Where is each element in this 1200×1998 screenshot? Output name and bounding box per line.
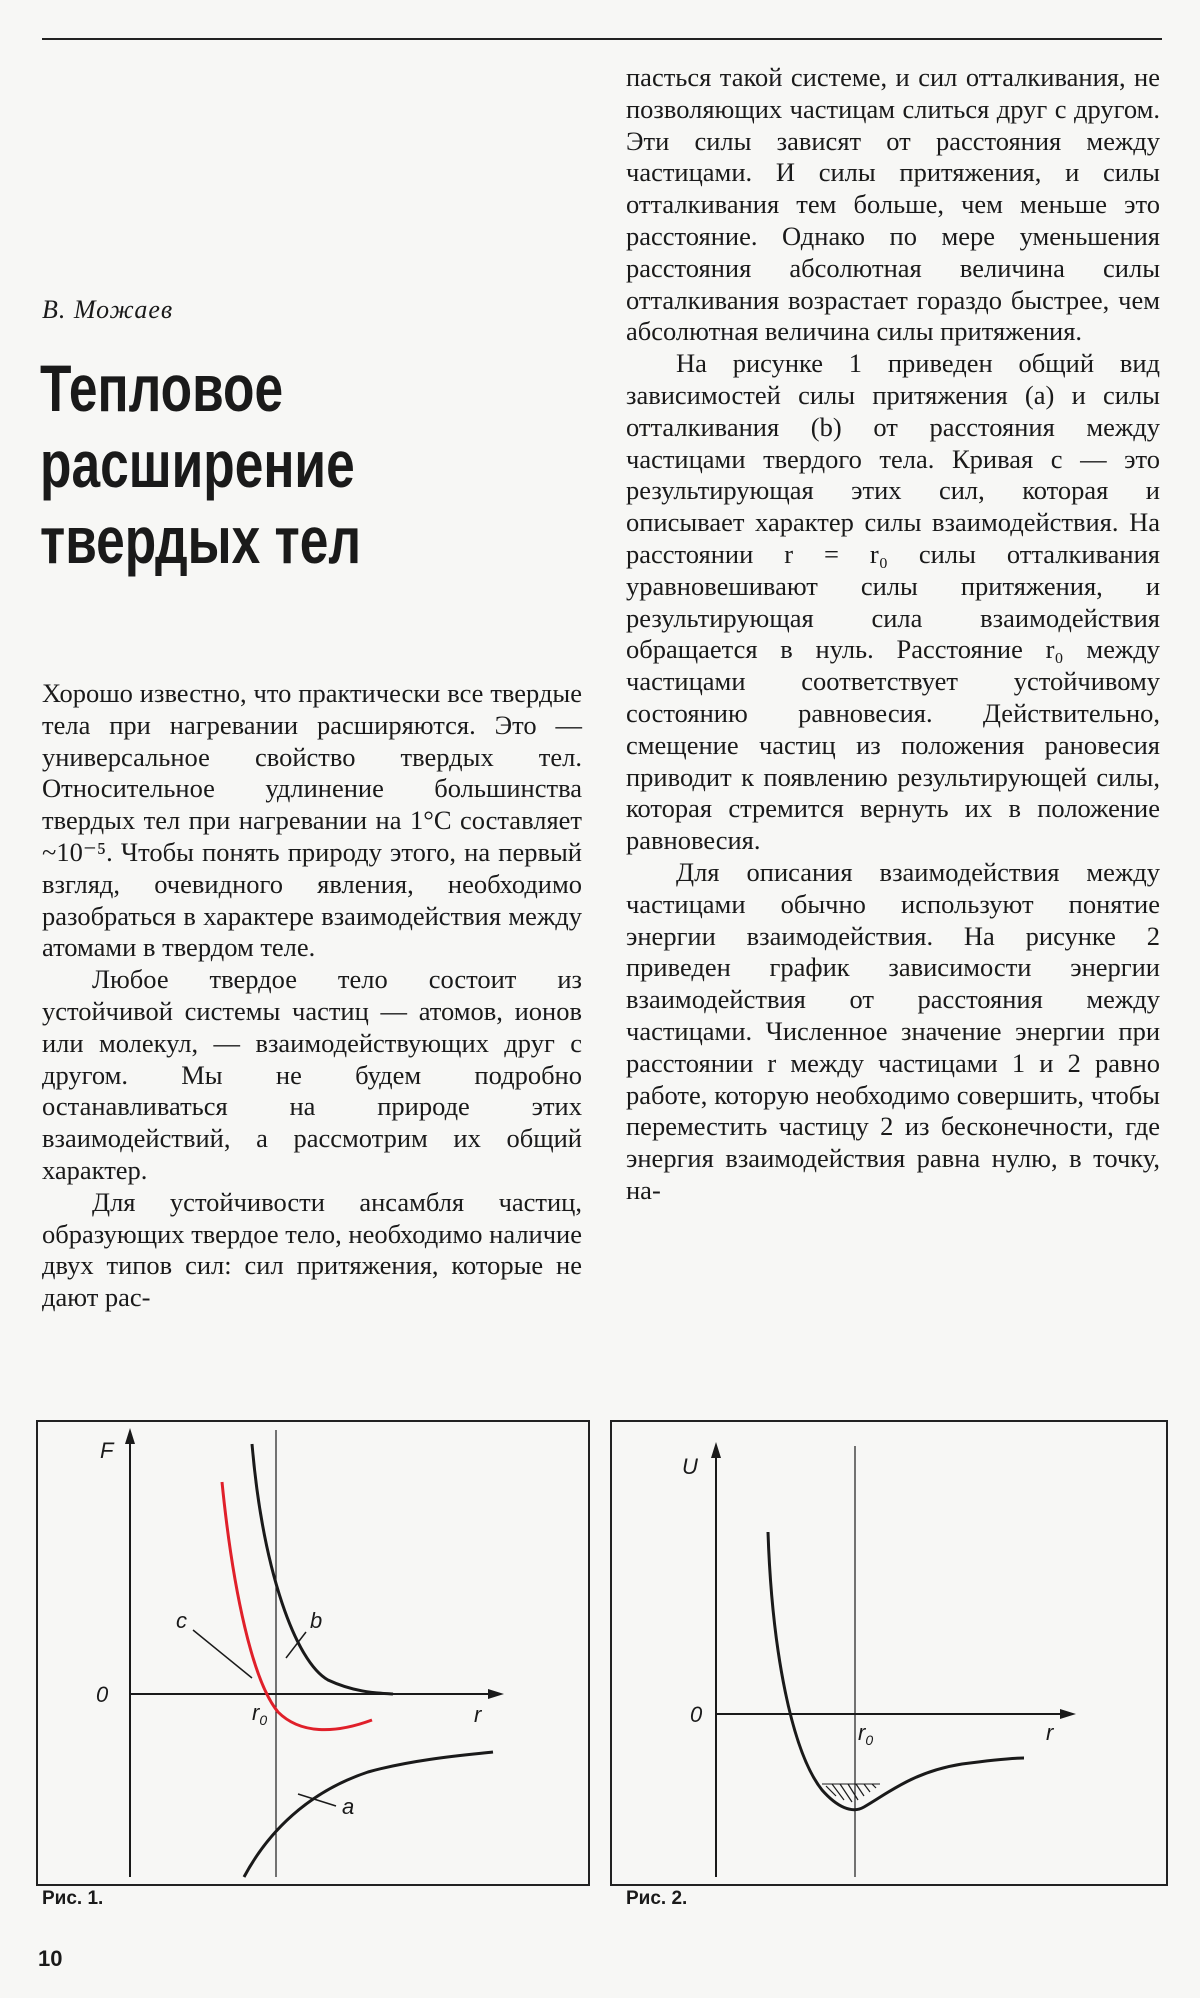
curve-c bbox=[222, 1482, 372, 1730]
fig2-x-label: r bbox=[1046, 1720, 1054, 1745]
title-line-3: твердых тел bbox=[40, 503, 362, 577]
curve-b bbox=[252, 1444, 393, 1694]
paragraph: Для описания взаимодействия между частицами обычно используют понятие энергии взаимодействия. На рисунке 2 приведен график зависимости энергии взаимодействия от расстояния между частицами. Численное значение энергии при расстоянии r между частицами 1 и 2 равно работе, которую необходимо совершить, чтобы переместить частицу 2 из бесконечности, где энергия взаимодействия равна нулю, в точку, на- bbox=[626, 856, 1160, 1205]
fig2-x-arrow bbox=[1060, 1709, 1076, 1719]
curve-a bbox=[244, 1752, 493, 1877]
fig1-zero-label: 0 bbox=[96, 1682, 109, 1707]
fig2-y-label: U bbox=[682, 1454, 698, 1479]
curve-a-label: a bbox=[342, 1794, 355, 1819]
paragraph: На рисунке 1 приведен общий вид зависимостей силы притяжения (а) и силы отталкивания (b) от расстояния между частицами твердого тела. Кривая с — это результирующая этих сил, которая и описывает характер силы взаимодействия. На расстоянии r = r₀ силы отталкивания уравновешивают силы притяжения, и результирующая сила взаимодействия обращается в нуль. Расстояние r₀ между частицами соответствует устойчивому состоянию равновесия. Действительно, смещение частиц из положения ранoвесия приводит к появлению результирующей силы, которая стремится вернуть их в положение равновесия. bbox=[626, 348, 1160, 856]
potential-curve bbox=[768, 1532, 1024, 1810]
right-column bbox=[626, 62, 1160, 1207]
paragraph: Хорошо известно, что практически все твердые тела при нагревании расширяются. Это — универсальное свойство твердых тел. Относительное удлинение большинства твердых тел при нагревании на 1°С составляет ~10⁻⁵. Чтобы понять природу этого, на первый взгляд, очевидного явления, необходимо разобраться в характере взаимодействия между атомами в твердом теле. bbox=[42, 678, 582, 963]
fig1-y-arrow bbox=[125, 1428, 135, 1444]
fig1-y-label: F bbox=[100, 1438, 114, 1463]
fig2-y-arrow bbox=[711, 1442, 721, 1458]
figure-1-caption: Рис. 1. bbox=[42, 1888, 104, 1909]
fig2-r0-label bbox=[858, 1720, 873, 1748]
title-line-1: Тепловое bbox=[40, 351, 284, 425]
paragraph: пасться такой системе, и сил отталкивания, не позволяющих частицам слиться друг с другом. Эти силы зависят от расстояния между частицами. И силы притяжения, и силы отталкивания тем больше, чем меньше это расстояние. Однако по мере уменьшения расстояния абсолютная величина силы отталкивания возрастает гораздо быстрее, чем абсолютная величина силы притяжения. bbox=[626, 62, 1160, 347]
figure-2 bbox=[610, 1420, 1168, 1886]
paragraph: Любое твердое тело состоит из устойчивой системы частиц — атомов, ионов или молекул, — взаимодействующих друг с другом. Мы не будем подробно останавливаться на природе этих взаимодействий, а рассмотрим их общий характер. bbox=[42, 964, 582, 1185]
title-line-2: расширение bbox=[40, 427, 355, 501]
top-rule bbox=[42, 38, 1162, 40]
fig1-r0-label bbox=[252, 1700, 267, 1728]
fig1-x-label: r bbox=[474, 1702, 482, 1727]
fig2-zero-label: 0 bbox=[690, 1702, 703, 1727]
curve-c-leader bbox=[193, 1630, 252, 1678]
curve-b-label: b bbox=[310, 1608, 323, 1633]
figure-1-plot bbox=[38, 1422, 588, 1884]
figure-1 bbox=[36, 1420, 590, 1886]
curve-c-label: c bbox=[176, 1608, 187, 1633]
figure-2-plot bbox=[612, 1422, 1166, 1884]
paragraph: Для устойчивости ансамбля частиц, образующих твердое тело, необходимо наличие двух типов сил: сил притяжения, которые не дают рас- bbox=[42, 1186, 582, 1313]
author-name: В. Можаев bbox=[42, 295, 174, 324]
fig1-x-arrow bbox=[488, 1689, 504, 1699]
fig1-r0-sub: 0 bbox=[259, 1712, 268, 1728]
article-title bbox=[40, 350, 361, 578]
fig1-r0-main: r bbox=[252, 1700, 260, 1725]
page-number: 10 bbox=[38, 1946, 63, 1971]
figure-2-caption: Рис. 2. bbox=[626, 1888, 688, 1909]
left-column bbox=[42, 678, 582, 1314]
fig2-r0-main: r bbox=[858, 1720, 866, 1745]
fig2-r0-sub: 0 bbox=[865, 1732, 874, 1748]
